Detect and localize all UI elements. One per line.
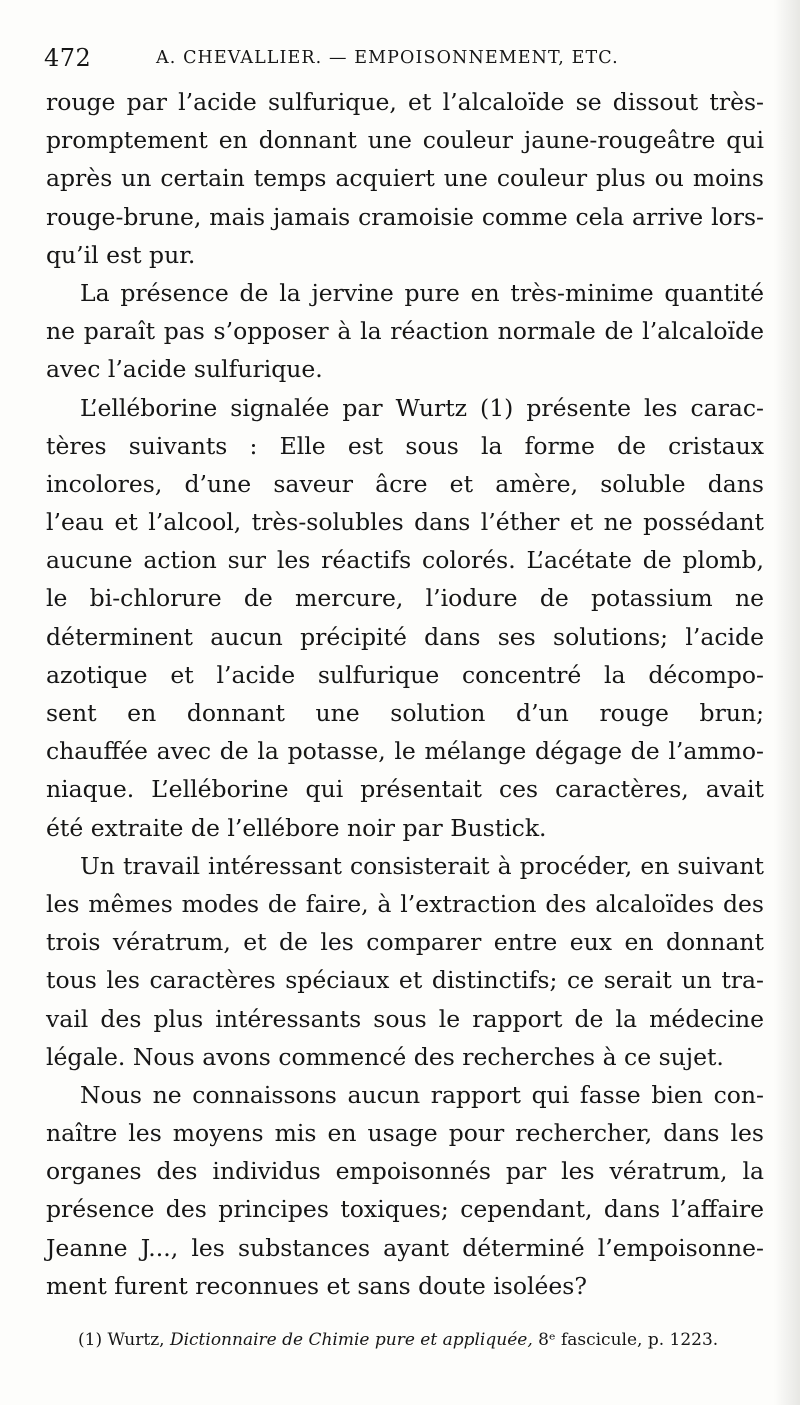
text-line: chauffée avec de la potasse, le mélange dégage de l’ammo- <box>46 737 764 766</box>
text-line: aucune action sur les réactifs colorés. L’acétate de plomb, <box>46 546 764 575</box>
text-line: les mêmes modes de faire, à l’extraction des alcaloïdes des <box>46 889 764 918</box>
text-line: tères suivants : Elle est sous la forme de cristaux <box>46 431 764 460</box>
text-line: Jeanne J..., les substances ayant déterminé l’empoisonne- <box>46 1233 764 1262</box>
text-line: déterminent aucun précipité dans ses solutions; l’acide <box>46 622 764 651</box>
page-edge-shadow <box>774 0 800 1405</box>
text-line: incolores, d’une saveur âcre et amère, soluble dans <box>46 469 764 498</box>
running-head: A. CHEVALLIER. — EMPOISONNEMENT, ETC. <box>156 48 619 68</box>
body-text <box>46 83 764 1305</box>
text-line: présence des principes toxiques; cependant, dans l’affaire <box>46 1195 764 1224</box>
text-line: légale. Nous avons commencé des recherches à ce sujet. <box>46 1042 724 1071</box>
footnote <box>78 1328 768 1352</box>
text-line: promptement en donnant une couleur jaune-rougeâtre qui <box>46 126 764 155</box>
footnote-title: Dictionnaire de Chimie pure et appliquée, <box>169 1330 533 1350</box>
text-line: rouge par l’acide sulfurique, et l’alcaloïde se dissout très- <box>46 88 764 116</box>
text-line: Nous ne connaissons aucun rapport qui fasse bien con- <box>80 1080 764 1109</box>
text-line: azotique et l’acide sulfurique concentré la décompo- <box>46 660 764 689</box>
text-line: Un travail intéressant consisterait à procéder, en suivant <box>80 851 764 880</box>
text-line: naître les moyens mis en usage pour rechercher, dans les <box>46 1119 764 1148</box>
text-line: ment furent reconnues et sans doute isolées? <box>46 1271 587 1300</box>
text-line: l’eau et l’alcool, très-solubles dans l’éther et ne possédant <box>46 508 764 537</box>
text-line: organes des individus empoisonnés par les vératrum, la <box>46 1157 764 1186</box>
footnote-citation: 8ᵉ fascicule, p. 1223. <box>538 1330 719 1350</box>
text-line: été extraite de l’ellébore noir par Bustick. <box>46 813 547 842</box>
text-line: rouge-brune, mais jamais cramoisie comme cela arrive lors- <box>46 202 764 231</box>
text-line: après un certain temps acquiert une couleur plus ou moins <box>46 164 764 193</box>
page-number: 472 <box>44 44 92 72</box>
text-line: tous les caractères spéciaux et distinctifs; ce serait un tra- <box>46 966 764 995</box>
footnote-author: Wurtz, <box>107 1330 165 1350</box>
text-line: niaque. L’elléborine qui présentait ces caractères, avait <box>46 775 764 804</box>
text-line: trois vératrum, et de les comparer entre eux en donnant <box>46 928 764 957</box>
text-line: le bi-chlorure de mercure, l’iodure de potassium ne <box>46 584 764 613</box>
text-line: qu’il est pur. <box>46 240 196 269</box>
text-line: La présence de la jervine pure en très-minime quantité <box>80 278 764 307</box>
text-line: avec l’acide sulfurique. <box>46 355 323 384</box>
footnote-marker: (1) <box>78 1330 103 1350</box>
page-header <box>44 44 764 76</box>
text-line: ne paraît pas s’opposer à la réaction normale de l’alcaloïde <box>46 317 764 346</box>
text-line: vail des plus intéressants sous le rapport de la médecine <box>46 1004 764 1033</box>
text-line: sent en donnant une solution d’un rouge brun; <box>46 699 764 727</box>
text-line: L’elléborine signalée par Wurtz (1) présente les carac- <box>80 393 764 422</box>
